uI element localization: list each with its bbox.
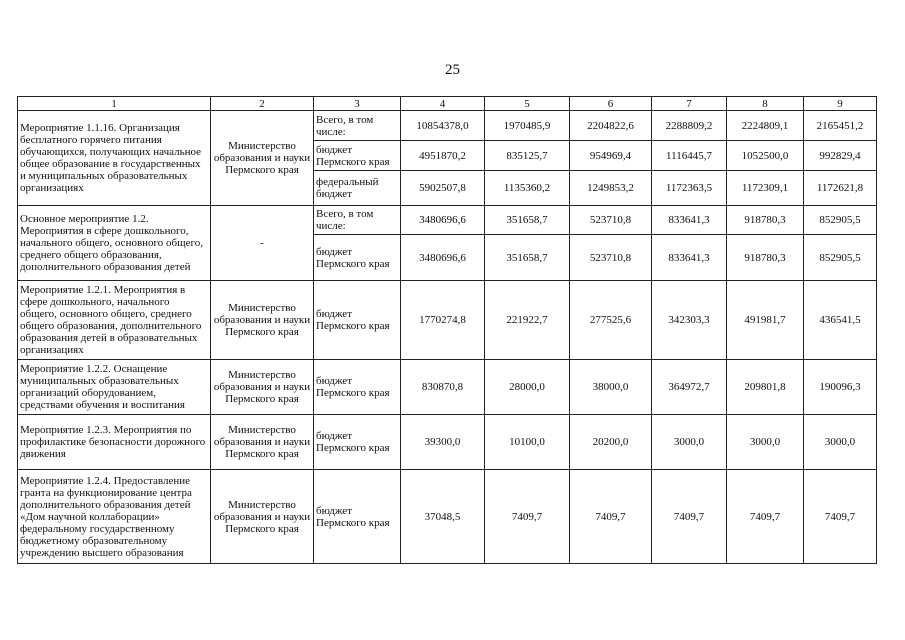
- funding-source-cell: Всего, в том числе:: [314, 111, 401, 141]
- column-header: 1: [18, 97, 211, 111]
- value-cell: 7409,7: [727, 470, 804, 564]
- executor-cell: Министерство образования и науки Пермского края: [211, 415, 314, 470]
- column-header: 5: [485, 97, 570, 111]
- column-header: 9: [804, 97, 877, 111]
- table-row: [18, 111, 877, 141]
- value-cell: 4951870,2: [401, 141, 485, 171]
- value-cell: 1172363,5: [652, 171, 727, 206]
- value-cell: 1052500,0: [727, 141, 804, 171]
- value-cell: 7409,7: [652, 470, 727, 564]
- value-cell: 992829,4: [804, 141, 877, 171]
- value-cell: 2288809,2: [652, 111, 727, 141]
- value-cell: 37048,5: [401, 470, 485, 564]
- executor-cell: -: [211, 206, 314, 281]
- table-row: [18, 206, 877, 235]
- value-cell: 364972,7: [652, 360, 727, 415]
- value-cell: 221922,7: [485, 281, 570, 360]
- event-name-cell: Мероприятие 1.2.2. Оснащение муниципальных образовательных организаций оборудованием, средствами обучения и воспитания: [18, 360, 211, 415]
- funding-source-cell: федеральный бюджет: [314, 171, 401, 206]
- column-header: 2: [211, 97, 314, 111]
- funding-source-cell: бюджет Пермского края: [314, 281, 401, 360]
- executor-cell: Министерство образования и науки Пермского края: [211, 281, 314, 360]
- column-number-row: [18, 97, 877, 111]
- program-funding-table: [17, 96, 877, 564]
- value-cell: 918780,3: [727, 206, 804, 235]
- table-row: [18, 415, 877, 470]
- funding-source-cell: бюджет Пермского края: [314, 470, 401, 564]
- column-header: 7: [652, 97, 727, 111]
- value-cell: 342303,3: [652, 281, 727, 360]
- executor-cell: Министерство образования и науки Пермского края: [211, 360, 314, 415]
- value-cell: 523710,8: [570, 206, 652, 235]
- value-cell: 1172309,1: [727, 171, 804, 206]
- page-number: 25: [445, 62, 460, 78]
- funding-source-cell: бюджет Пермского края: [314, 235, 401, 281]
- column-header: 4: [401, 97, 485, 111]
- executor-cell: Министерство образования и науки Пермского края: [211, 111, 314, 206]
- value-cell: 2224809,1: [727, 111, 804, 141]
- value-cell: 5902507,8: [401, 171, 485, 206]
- funding-source-cell: бюджет Пермского края: [314, 360, 401, 415]
- value-cell: 852905,5: [804, 235, 877, 281]
- value-cell: 1970485,9: [485, 111, 570, 141]
- value-cell: 3000,0: [652, 415, 727, 470]
- value-cell: 10100,0: [485, 415, 570, 470]
- value-cell: 852905,5: [804, 206, 877, 235]
- value-cell: 2204822,6: [570, 111, 652, 141]
- value-cell: 1770274,8: [401, 281, 485, 360]
- funding-source-cell: бюджет Пермского края: [314, 141, 401, 171]
- value-cell: 2165451,2: [804, 111, 877, 141]
- value-cell: 954969,4: [570, 141, 652, 171]
- event-name-cell: Мероприятие 1.1.16. Организация бесплатного горячего питания обучающихся, получающих начальное общее образование в государственных и муниципальных образовательных организациях: [18, 111, 211, 206]
- value-cell: 351658,7: [485, 235, 570, 281]
- value-cell: 3480696,6: [401, 206, 485, 235]
- funding-source-cell: бюджет Пермского края: [314, 415, 401, 470]
- value-cell: 351658,7: [485, 206, 570, 235]
- value-cell: 436541,5: [804, 281, 877, 360]
- value-cell: 7409,7: [485, 470, 570, 564]
- value-cell: 1116445,7: [652, 141, 727, 171]
- value-cell: 39300,0: [401, 415, 485, 470]
- value-cell: 38000,0: [570, 360, 652, 415]
- event-name-cell: Мероприятие 1.2.1. Мероприятия в сфере дошкольного, начального общего, основного общего, среднего общего образования, дополнительного образования детей в образовательных организациях: [18, 281, 211, 360]
- value-cell: 10854378,0: [401, 111, 485, 141]
- value-cell: 833641,3: [652, 235, 727, 281]
- value-cell: 7409,7: [570, 470, 652, 564]
- column-header: 3: [314, 97, 401, 111]
- value-cell: 830870,8: [401, 360, 485, 415]
- funding-source-cell: Всего, в том числе:: [314, 206, 401, 235]
- value-cell: 20200,0: [570, 415, 652, 470]
- value-cell: 3000,0: [804, 415, 877, 470]
- table-row: [18, 470, 877, 564]
- executor-cell: Министерство образования и науки Пермского края: [211, 470, 314, 564]
- value-cell: 1249853,2: [570, 171, 652, 206]
- value-cell: 918780,3: [727, 235, 804, 281]
- column-header: 8: [727, 97, 804, 111]
- value-cell: 28000,0: [485, 360, 570, 415]
- column-header: 6: [570, 97, 652, 111]
- value-cell: 491981,7: [727, 281, 804, 360]
- value-cell: 7409,7: [804, 470, 877, 564]
- value-cell: 1172621,8: [804, 171, 877, 206]
- value-cell: 277525,6: [570, 281, 652, 360]
- event-name-cell: Мероприятие 1.2.3. Мероприятия по профилактике безопасности дорожного движения: [18, 415, 211, 470]
- value-cell: 209801,8: [727, 360, 804, 415]
- value-cell: 835125,7: [485, 141, 570, 171]
- value-cell: 3480696,6: [401, 235, 485, 281]
- table-row: [18, 360, 877, 415]
- value-cell: 3000,0: [727, 415, 804, 470]
- event-name-cell: Мероприятие 1.2.4. Предоставление гранта на функционирование центра дополнительного образования детей «Дом научной коллаборации» федеральному государственному бюджетному образовательному учреждению высшего образования: [18, 470, 211, 564]
- value-cell: 190096,3: [804, 360, 877, 415]
- event-name-cell: Основное мероприятие 1.2. Мероприятия в сфере дошкольного, начального общего, основного общего, среднего общего образования, дополнительного образования детей: [18, 206, 211, 281]
- value-cell: 523710,8: [570, 235, 652, 281]
- value-cell: 833641,3: [652, 206, 727, 235]
- value-cell: 1135360,2: [485, 171, 570, 206]
- table-row: [18, 281, 877, 360]
